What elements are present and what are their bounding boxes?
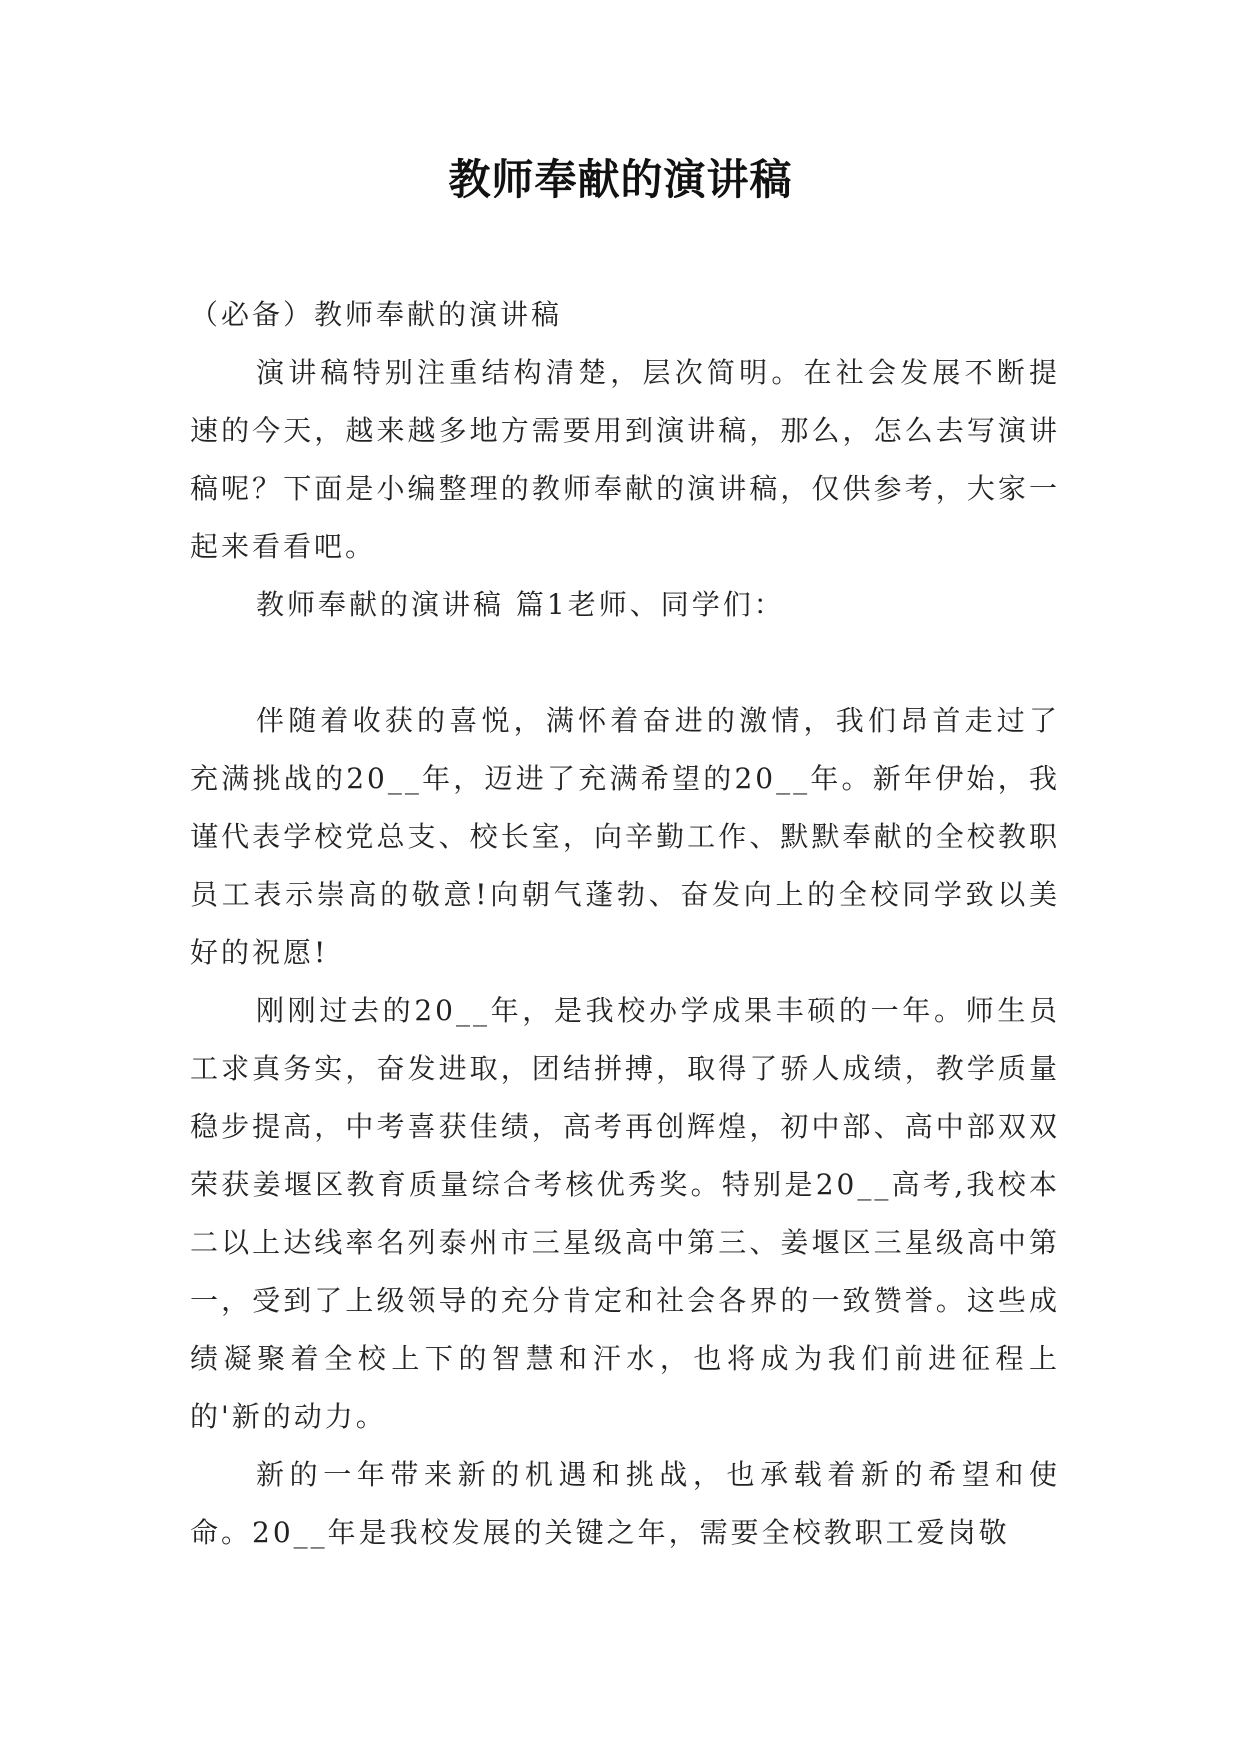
blank-line xyxy=(190,634,1060,692)
body-paragraph: 新的一年带来新的机遇和挑战，也承载着新的希望和使命。20__年是我校发展的关键之年，需要全校教职工爱岗敬 xyxy=(190,1458,1060,1549)
document-subtitle: （必备）教师奉献的演讲稿 xyxy=(190,298,563,331)
intro-paragraph: 演讲稿特别注重结构清楚，层次简明。在社会发展不断提速的今天，越来越多地方需要用到演讲稿，那么，怎么去写演讲稿呢？下面是小编整理的教师奉献的演讲稿，仅供参考，大家一起来看看吧。 xyxy=(190,356,1060,563)
section-heading: 教师奉献的演讲稿 篇1老师、同学们： xyxy=(256,588,785,621)
document-body xyxy=(190,286,1060,1562)
document-title: 教师奉献的演讲稿 xyxy=(448,155,793,204)
body-paragraph: 伴随着收获的喜悦，满怀着奋进的激情，我们昂首走过了充满挑战的20__年，迈进了充满希望的20__年。新年伊始，我谨代表学校党总支、校长室，向辛勤工作、默默奉献的全校教职员工表示崇高的敬意!向朝气蓬勃、奋发向上的全校同学致以美好的祝愿! xyxy=(190,704,1060,969)
body-paragraph: 刚刚过去的20__年，是我校办学成果丰硕的一年。师生员工求真务实，奋发进取，团结拼搏，取得了骄人成绩，教学质量稳步提高，中考喜获佳绩，高考再创辉煌，初中部、高中部双双荣获姜堰区教育质量综合考核优秀奖。特别是20__高考,我校本二以上达线率名列泰州市三星级高中第三、姜堰区三星级高中第一，受到了上级领导的充分肯定和社会各界的一致赞誉。这些成绩凝聚着全校上下的智慧和汗水，也将成为我们前进征程上的'新的动力。 xyxy=(190,994,1060,1433)
